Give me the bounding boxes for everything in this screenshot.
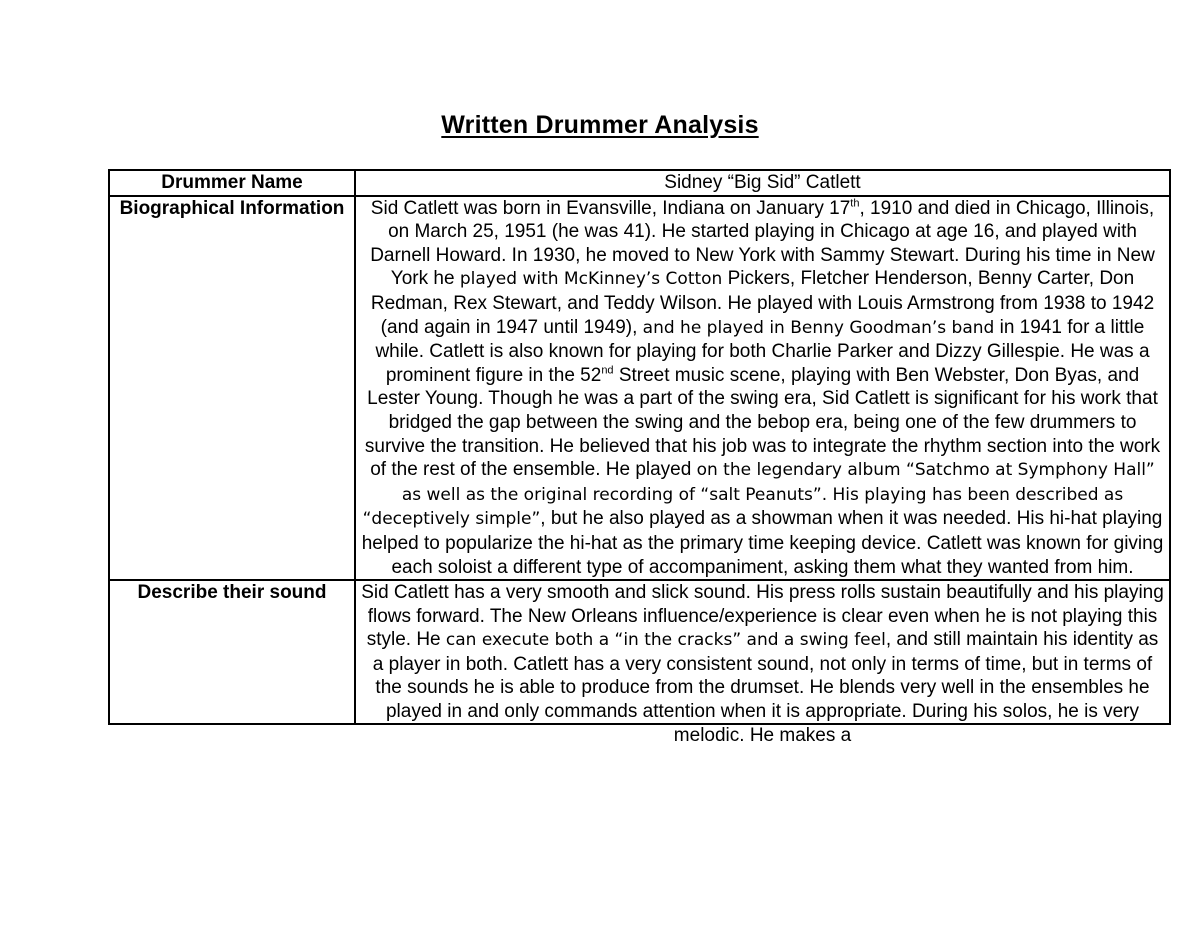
bio-text-run-alt-font: on the legendary album “Satchmo at Symphony Hall” as well as the original recording of “salt Peanuts”. His playing has been described as “deceptively simple” [362, 460, 1155, 530]
bio-text-run: in 1941 for a little while. Catlett is also known for playing for both Charlie Parker and Dizzy Gillespie. He was a prominent figure in the 52 [375, 316, 1150, 386]
describe-sound-text-clip [360, 581, 1165, 746]
analysis-table [108, 169, 1171, 746]
drummer-name-value: Sidney “Big Sid” Catlett [355, 170, 1170, 196]
biographical-information-text [355, 196, 1170, 581]
drummer-name-label: Drummer Name [109, 170, 355, 196]
table-row-describe-sound [109, 580, 1170, 724]
describe-sound-label: Describe their sound [109, 580, 355, 724]
biographical-information-label: Biographical Information [109, 196, 355, 581]
describe-sound-text [355, 580, 1170, 746]
document-title: Written Drummer Analysis [441, 111, 759, 139]
bio-text-run: Street music scene, playing with Ben Webster, Don Byas, and Lester Young. Though he was a part of the swing era, Sid Catlett is significant for his work that bridged the gap between the swing and the bebop era, being one of the few drummers to survive the transition. He believed that his job was to integrate the rhythm section into the work of the rest of the ensemble. He played [364, 364, 1161, 481]
bio-text-run-alt-font: and he played in Benny Goodman’s band [642, 317, 995, 338]
bio-superscript: nd [601, 364, 614, 377]
bio-text-run: , 1910 and died in Chicago, Illinois, on March 25, 1951 (he was 41). He started playing in Chicago at age 16, and played with Darnell Howard. In 1930, he moved to New York with Sammy Stewart. During his time in New York he [370, 197, 1155, 290]
sound-text-run-alt-font: can execute both a “in the cracks” and a swing feel [445, 630, 886, 651]
bio-text-run-alt-font: played with McKinney’s Cotton [459, 269, 723, 290]
table-row-drummer-name [109, 170, 1170, 196]
sound-text-run: Sid Catlett has a very smooth and slick sound. His press rolls sustain beautifully and his playing flows forward. The New Orleans influence/experience is clear even when he is not playing this style. He [361, 582, 1164, 651]
bio-text-run: Pickers, Fletcher Henderson, Benny Carter, Don Redman, Rex Stewart, and Teddy Wilson. He played with Louis Armstrong from 1938 to 1942 (and again in 1947 until 1949), [370, 268, 1155, 338]
sound-text-run: , and still maintain his identity as a player in both. Catlett has a very consistent sound, not only in terms of time, but in terms of the sounds he is able to produce from the drumset. He blends very well in the ensembles he played in and only commands attention when it is appropriate. During his solos, he is very melodic. He makes a [372, 629, 1159, 746]
table-row-biographical-information [109, 196, 1170, 581]
bio-text-run: Sid Catlett was born in Evansville, Indiana on January 17 [370, 197, 851, 219]
bio-text-run: , but he also played as a showman when it was needed. His hi-hat playing helped to popularize the hi-hat as the primary time keeping device. Catlett was known for giving each soloist a different type of accompaniment, asking them what they wanted from him. [361, 508, 1164, 578]
bio-superscript: th [850, 197, 860, 210]
